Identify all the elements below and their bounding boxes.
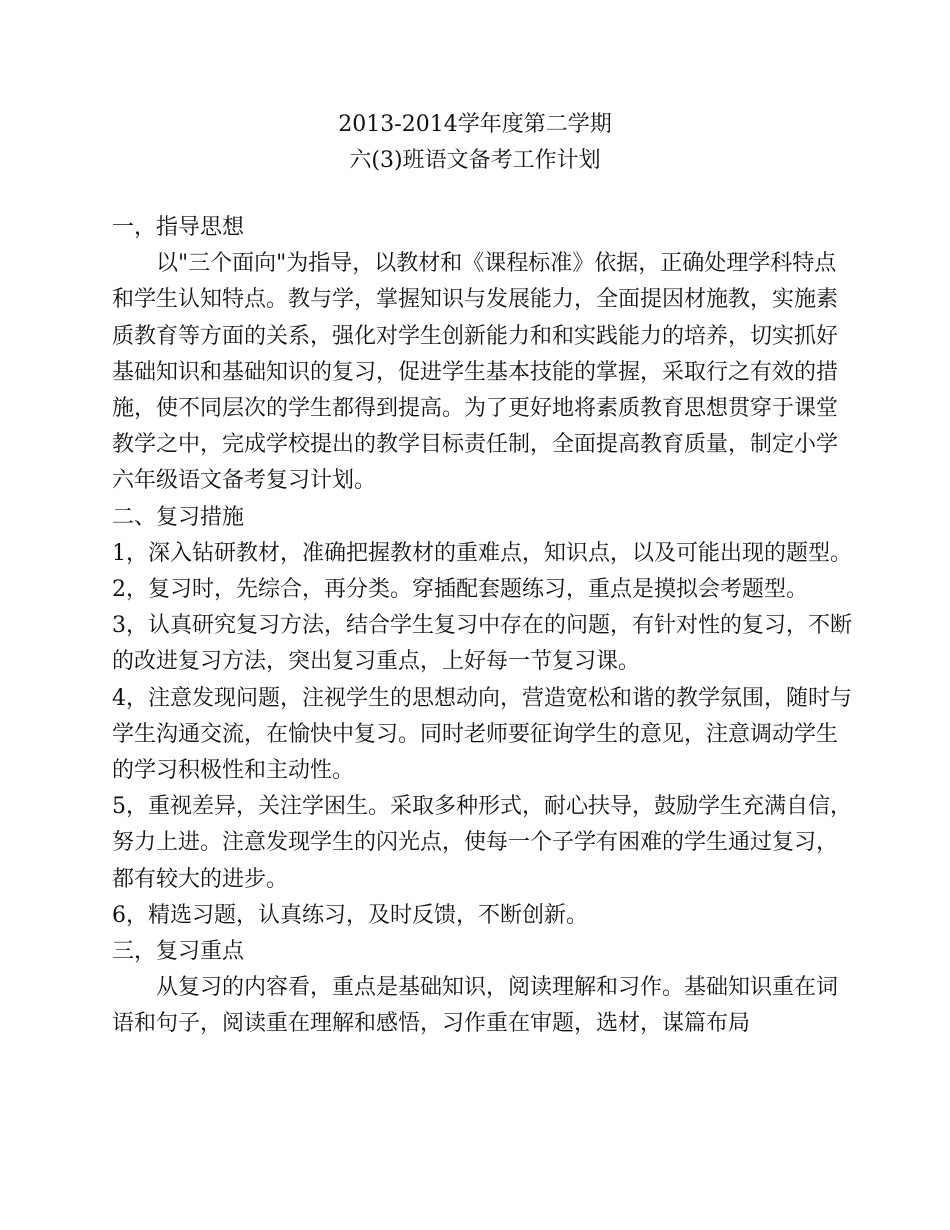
section-heading-review-measures: 二、复习措施 <box>112 504 245 530</box>
list-item-measure-2: 2，复习时，先综合，再分类。穿插配套题练习，重点是摸拟会考题型。 <box>112 577 808 603</box>
list-item-measure-5: 5，重视差异，关注学困生。采取多种形式，耐心扶导，鼓励学生充满自信，努力上进。注意发现学生的闪光点，使每一个子学有困难的学生通过复习，都有较大的进步。 <box>112 794 852 892</box>
list-item-measure-6: 6，精选习题，认真练习，及时反馈，不断创新。 <box>112 902 588 928</box>
section-heading-review-focus: 三，复习重点 <box>112 939 245 965</box>
list-item-measure-1: 1，深入钻研教材，准确把握教材的重难点，知识点，以及可能出现的题型。 <box>112 540 852 566</box>
list-item-measure-3: 3，认真研究复习方法，结合学生复习中存在的问题，有针对性的复习，不断的改进复习方法，突出复习重点，上好每一节复习课。 <box>112 613 852 675</box>
list-item-measure-4: 4，注意发现问题，注视学生的思想动向，营造宽松和谐的教学氛围，随时与学生沟通交流，在愉快中复习。同时老师要征询学生的意见，注意调动学生的学习积极性和主动性。 <box>112 685 852 784</box>
document-body <box>112 210 854 1043</box>
document-title-line-2: 六(3)班语文备考工作计划 <box>349 148 601 173</box>
paragraph-guiding-ideology: 以"三个面向"为指导，以教材和《课程标准》依据，正确处理学科特点和学生认知特点。教与学，掌握知识与发展能力，全面提因材施教，实施素质教育等方面的关系，强化对学生创新能力和和实践能力的培养，切实抓好基础知识和基础知识的复习，促进学生基本技能的掌握，采取行之有效的措施，使不同层次的学生都得到提高。为了更好地将素质教育思想贯穿于课堂教学之中，完成学校提出的教学目标责任制，全面提高教育质量，制定小学六年级语文备考复习计划。 <box>112 251 839 494</box>
paragraph-review-focus: 从复习的内容看，重点是基础知识，阅读理解和习作。基础知识重在词语和句子，阅读重在理解和感悟，习作重在审题，选材，谋篇布局 <box>112 975 839 1037</box>
document-title-line-1: 2013-2014学年度第二学期 <box>338 112 612 137</box>
section-heading-guiding-ideology: 一，指导思想 <box>112 215 245 240</box>
